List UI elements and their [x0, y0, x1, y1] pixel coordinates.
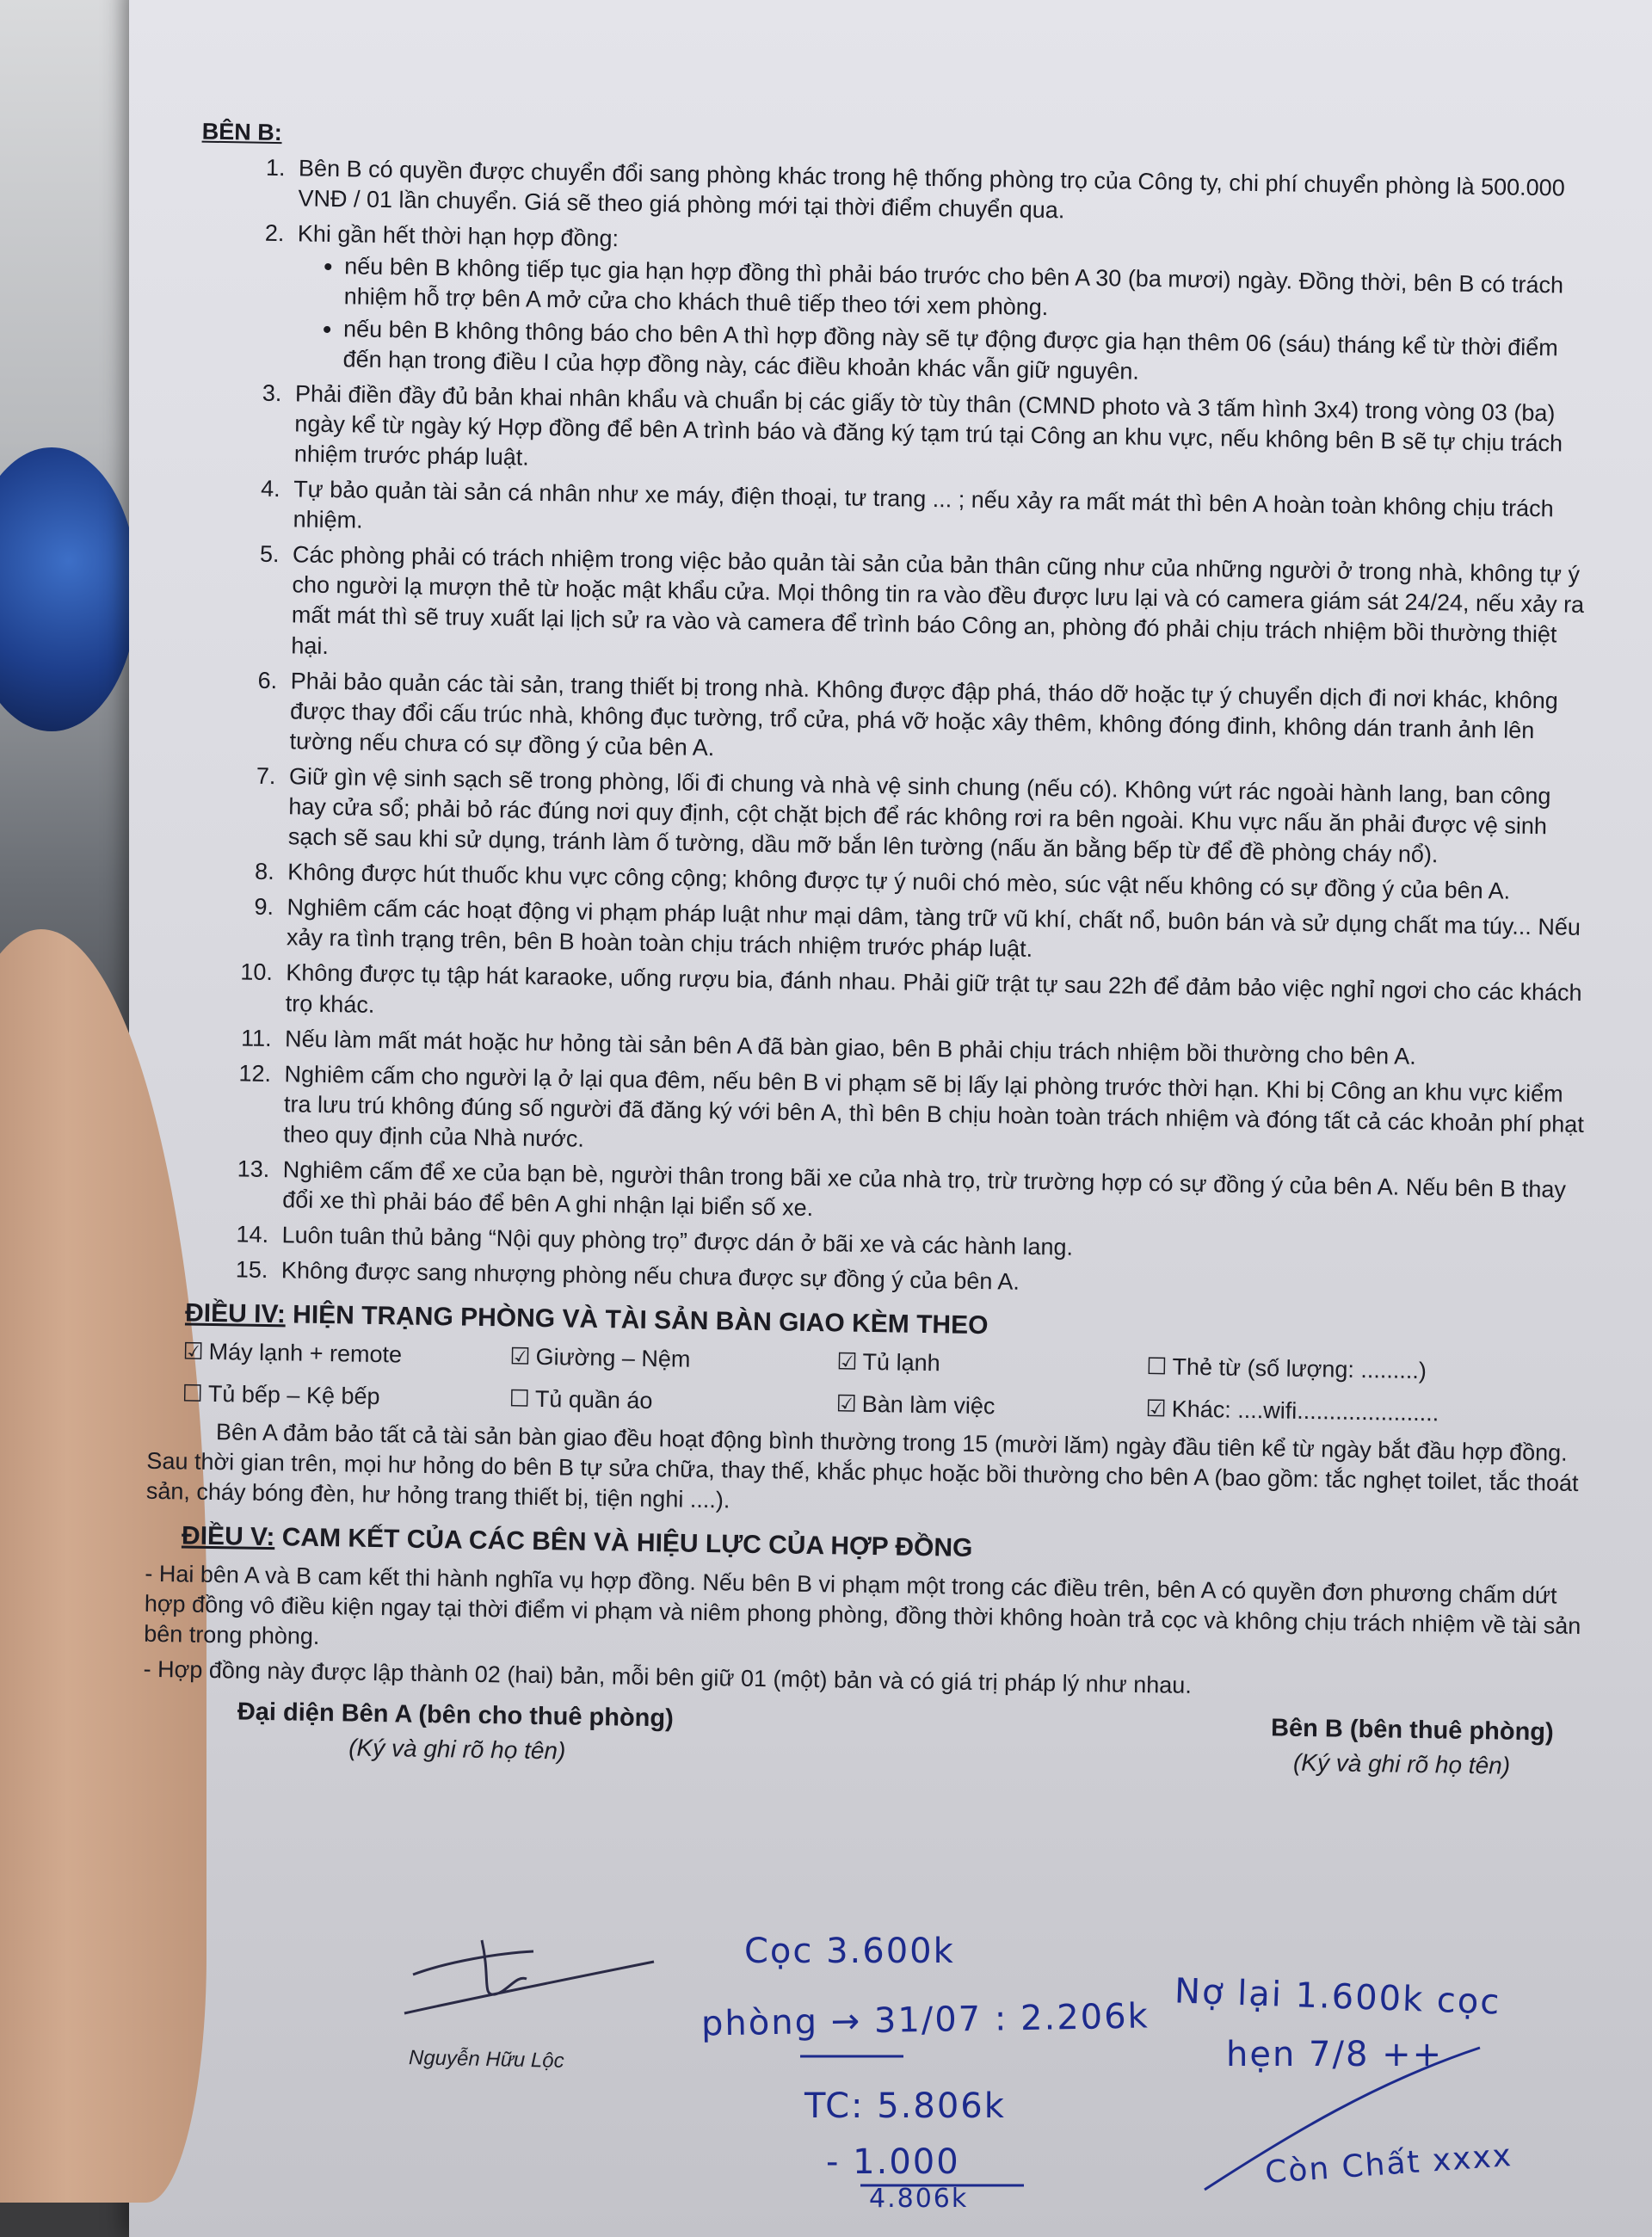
section-b-item-text: Nghiêm cấm cho người lạ ở lại qua đêm, nếu bên B vi phạm sẽ bị lấy lại phòng trước thời hạn. Khi bị Công an khu vực kiểm tra lưu trú không đúng số người đã đăng ký với bên A, thì bên B chịu hoàn toàn trách nhiệm và đóng tất cả các khoản phí phạt theo quy định của Nhà nước.: [283, 1060, 1585, 1152]
checkbox-icon: ☑: [182, 1338, 204, 1366]
handwritten-remaining: 4.806k: [869, 2184, 969, 2214]
asset-label: Tủ lạnh: [862, 1349, 940, 1377]
party-a-signature: [404, 1940, 654, 2013]
section-b-item-text: Khi gần hết thời hạn hợp đồng:: [297, 220, 620, 252]
dieu-4-title: HIỆN TRẠNG PHÒNG VÀ TÀI SẢN BÀN GIAO KÈM THEO: [285, 1300, 989, 1340]
section-b-item-text: Phải điền đầy đủ bản khai nhân khẩu và chuẩn bị các giấy tờ tùy thân (CMND photo và 3 tấm hình 3x4) trong vòng 03 (ba) ngày kể từ ngày ký Hợp đồng để bên A trình báo và đăng ký tạm trú tại Công an khu vực, nếu không bên B sẽ tự chịu trách nhiệm trước pháp luật.: [293, 380, 1563, 471]
section-b-item-text: Tự bảo quản tài sản cá nhân như xe máy, điện thoại, tư trang ... ; nếu xảy ra mất mát thì bên A hoàn toàn không chịu trách nhiệm.: [293, 476, 1554, 533]
handwritten-total: TC: 5.806k: [804, 2086, 1006, 2126]
asset-label: Tủ quần áo: [534, 1386, 653, 1414]
party-a-sign-note: (Ký và ghi rõ họ tên): [348, 1734, 566, 1765]
dieu-5-number: ĐIỀU V:: [181, 1521, 275, 1551]
party-a-heading: Đại diện Bên A (bên cho thuê phòng): [237, 1698, 675, 1733]
handwritten-room-fee: phòng → 31/07 : 2.206k: [700, 1996, 1150, 2044]
asset-label: Thẻ từ (số lượng: .........): [1172, 1353, 1427, 1384]
section-b-item-text: Không được tụ tập hát karaoke, uống rượu bia, đánh nhau. Phải giữ trật tự sau 22h để đảm bảo việc nghỉ ngơi cho các khách trọ khác.: [285, 959, 1582, 1018]
checkbox-icon: ☐: [509, 1385, 531, 1414]
section-b-sub-item: • nếu bên B không thông báo cho bên A thì hợp đồng này sẽ tự động được gia hạn thêm 06 (sáu) tháng kể từ thời điểm đến hạn trong điều I của hợp đồng này, các điều khoản khác vẫn giữ nguyên.: [342, 314, 1601, 394]
checkbox-icon: ☑: [509, 1343, 531, 1371]
section-b-item-text: Phải bảo quản các tài sản, trang thiết bị trong nhà. Không được đập phá, tháo dỡ hoặc tự ý chuyển dịch đi nơi khác, không được thay đổi cấu trúc nhà, không đục tường, trổ cửa, phá vỡ hoặc xây thêm, không đóng đinh, không dán tranh ảnh lên tường nếu chưa có sự đồng ý của bên A.: [289, 667, 1559, 761]
section-b-item-text: Nếu làm mất mát hoặc hư hỏng tài sản bên A đã bàn giao, bên B phải chịu trách nhiệm bồi thường cho bên A.: [284, 1025, 1416, 1069]
asset-label: Khác: ....wifi......................: [1171, 1396, 1439, 1427]
section-b-item-text: Luôn tuân thủ bảng “Nội quy phòng trọ” được dán ở bãi xe và các hành lang.: [281, 1222, 1074, 1260]
asset-label: Giường – Nệm: [535, 1344, 691, 1373]
section-b-item-text: Các phòng phải có trách nhiệm trong việc bảo quản tài sản của bản thân cũng như của những người ở trong nhà, không tự ý cho người lạ mượn thẻ từ hoặc mật khẩu cửa. Mọi thông tin ra vào đều được lưu lại và có camera giám sát 24/24, nếu xảy ra mất mát thì sẽ truy xuất lại lịch sử ra vào và camera để trình báo Công an, phòng đó phải chịu trách nhiệm bồi thường thiệt hại.: [291, 541, 1585, 659]
section-b-item-text: Bên B có quyền được chuyển đổi sang phòng khác trong hệ thống phòng trọ của Công ty, chi phí chuyển phòng là 500.000 VNĐ / 01 lần chuyển. Giá sẽ theo giá phòng mới tại thời điểm chuyển qua.: [298, 155, 1565, 224]
dieu-4-paragraph: Bên A đảm bảo tất cả tài sản bàn giao đều hoạt động bình thường trong 15 (mười lăm) ngày đầu tiên kể từ ngày bắt đầu hợp đồng. Sau thời gian trên, mọi hư hỏng do bên B tự sửa chữa, thay thế, khắc phục hoặc bồi thường cho bên A (bao gồm: tắc nghẹt toilet, tắc thoát sản, cháy bóng đèn, hư hỏng trang thiết bị, tiện nghi ....).: [145, 1418, 1579, 1513]
handwritten-debt-note: Nợ lại 1.600k cọc: [1174, 1971, 1502, 2023]
section-b-item-text: Nghiêm cấm các hoạt động vi phạm pháp luật như mại dâm, tàng trữ vũ khí, chất nổ, buôn bán và sử dụng chất ma túy... Nếu xảy ra tình trạng trên, bên B hoàn toàn chịu trách nhiệm trước pháp luật.: [286, 894, 1581, 963]
dieu-5-title: CAM KẾT CỦA CÁC BÊN VÀ HIỆU LỰC CỦA HỢP ĐỒNG: [274, 1523, 973, 1562]
checkbox-icon: ☐: [1146, 1353, 1168, 1381]
party-a-signer-name: Nguyễn Hữu Lộc: [408, 2046, 564, 2073]
asset-label: Máy lạnh + remote: [208, 1339, 403, 1368]
handwritten-subtract: - 1.000: [826, 2142, 960, 2182]
section-b-item-text: Nghiêm cấm để xe của bạn bè, người thân trong bãi xe của nhà trọ, trừ trường hợp có sự đồng ý của bên A. Nếu bên B thay đổi xe thì phải báo để bên A ghi nhận lại biển số xe.: [281, 1156, 1567, 1222]
handwritten-appointment: hẹn 7/8 ++: [1226, 2035, 1444, 2074]
dieu-5-paragraph-2: - Hợp đồng này được lập thành 02 (hai) bản, mỗi bên giữ 01 (một) bản và có giá trị pháp lý như nhau.: [143, 1655, 1193, 1699]
checkbox-icon: ☑: [835, 1390, 858, 1419]
asset-label: Bàn làm việc: [861, 1391, 996, 1420]
checkbox-icon: ☐: [182, 1380, 204, 1408]
handwritten-party-b-name: Còn Chất xxxx: [1263, 2137, 1514, 2191]
checkbox-icon: ☑: [836, 1348, 858, 1377]
section-b-item-text: Không được sang nhượng phòng nếu chưa được sự đồng ý của bên A.: [280, 1257, 1020, 1295]
section-b-title: BÊN B:: [201, 118, 282, 146]
checkbox-icon: ☑: [1145, 1396, 1167, 1423]
dieu-4-number: ĐIỀU IV:: [184, 1298, 287, 1329]
section-b-sub-item: • nếu bên B không tiếp tục gia hạn hợp đồng thì phải báo trước cho bên A 30 (ba mươi) ngày. Đồng thời, bên B có trách nhiệm hỗ trợ bên A mở cửa cho khách thuê tiếp theo tới xem phòng.: [343, 252, 1602, 332]
section-b-item-text: Không được hút thuốc khu vực công cộng; không được tự ý nuôi chó mèo, súc vật nếu không có sự đồng ý của bên A.: [287, 859, 1511, 904]
asset-label: Tủ bếp – Kệ bếp: [207, 1381, 380, 1410]
party-b-heading: Bên B (bên thuê phòng): [1270, 1714, 1554, 1747]
party-b-sign-note: (Ký và ghi rõ họ tên): [1292, 1748, 1511, 1779]
handwritten-deposit: Cọc 3.600k: [744, 1932, 955, 1971]
section-b-item-text: Giữ gìn vệ sinh sạch sẽ trong phòng, lối đi chung và nhà vệ sinh chung (nếu có). Không vứt rác ngoài hành lang, ban công hay cửa sổ; phải bỏ rác đúng nơi quy định, cột chặt bịch để rác không rơi ra bên ngoài. Khu vực nấu ăn phải được vệ sinh sạch sẽ sau khi sử dụng, tránh làm ố tường, dầu mỡ bắn lên tường (nấu ăn bằng bếp từ để đề phòng cháy nổ).: [287, 763, 1551, 868]
dieu-5-paragraph-1: - Hai bên A và B cam kết thi hành nghĩa vụ hợp đồng. Nếu bên B vi phạm một trong các điều trên, bên A có quyền đơn phương chấm dứt hợp đồng vô điều kiện ngay tại thời điểm vi phạm và niêm phong phòng, đồng thời không hoàn trả cọc và không chịu trách nhiệm về tài sản bên trong phòng.: [144, 1560, 1581, 1650]
